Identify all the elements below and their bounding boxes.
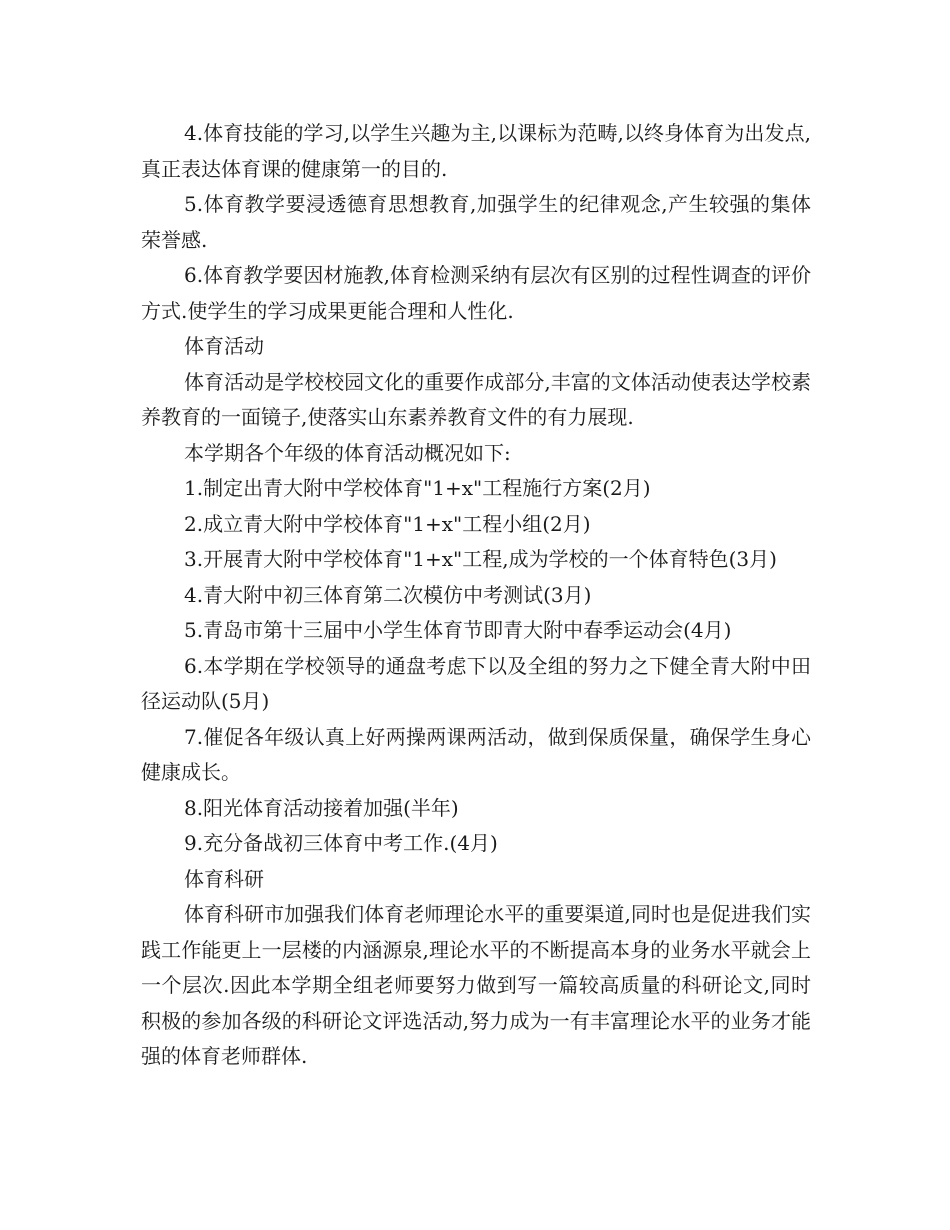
paragraph-activities-overview: 本学期各个年级的体育活动概况如下:	[184, 440, 511, 465]
section-heading-activities: 体育活动	[184, 334, 264, 358]
paragraph-research-body: 体育科研市加强我们体育老师理论水平的重要渠道,同时也是促进我们实践工作能更上一层楼的内涵源泉,理论水平的不断提高本身的业务水平就会上一个层次.因此本学期全组老师要努力做到写一篇较高质量的科研论文,同时积极的参加各级的科研论文评选活动,努力成为一有丰富理论水平的业务才能强的体育老师群体.	[141, 902, 811, 1068]
list-item-activity-6: 6.本学期在学校领导的通盘考虑下以及全组的努力之下健全青大附中田径运动队(5月)	[141, 653, 811, 713]
list-item-activity-3: 3.开展青大附中学校体育"1+x"工程,成为学校的一个体育特色(3月)	[184, 547, 777, 571]
section-heading-research: 体育科研	[184, 866, 264, 891]
list-item-activity-2: 2.成立青大附中学校体育"1+x"工程小组(2月)	[184, 511, 591, 536]
document-page	[141, 116, 811, 1075]
list-item-activity-5: 5.青岛市第十三届中小学生体育节即青大附中春季运动会(4月)	[184, 618, 732, 642]
list-item-activity-1: 1.制定出青大附中学校体育"1+x"工程施行方案(2月)	[184, 476, 651, 500]
paragraph-activities-intro: 体育活动是学校校园文化的重要作成部分,丰富的文体活动使表达学校素养教育的一面镜子,使落实山东素养教育文件的有力展现.	[141, 369, 811, 429]
list-item-activity-9: 9.充分备战初三体育中考工作.(4月)	[184, 831, 498, 855]
list-item-activity-8: 8.阳光体育活动接着加强(半年)	[184, 795, 459, 820]
paragraph-teaching-point-4: 4.体育技能的学习,以学生兴趣为主,以课标为范畴,以终身体育为出发点,真正表达体育课的健康第一的目的.	[141, 121, 811, 181]
paragraph-teaching-point-6: 6.体育教学要因材施教,体育检测采纳有层次有区别的过程性调查的评价方式.使学生的学习成果更能合理和人性化.	[141, 263, 811, 323]
list-item-activity-4: 4.青大附中初三体育第二次模仿中考测试(3月)	[184, 582, 592, 607]
list-item-activity-7: 7.催促各年级认真上好两操两课两活动，做到保质保量，确保学生身心健康成长。	[141, 724, 811, 784]
paragraph-teaching-point-5: 5.体育教学要浸透德育思想教育,加强学生的纪律观念,产生较强的集体荣誉感.	[141, 192, 811, 252]
